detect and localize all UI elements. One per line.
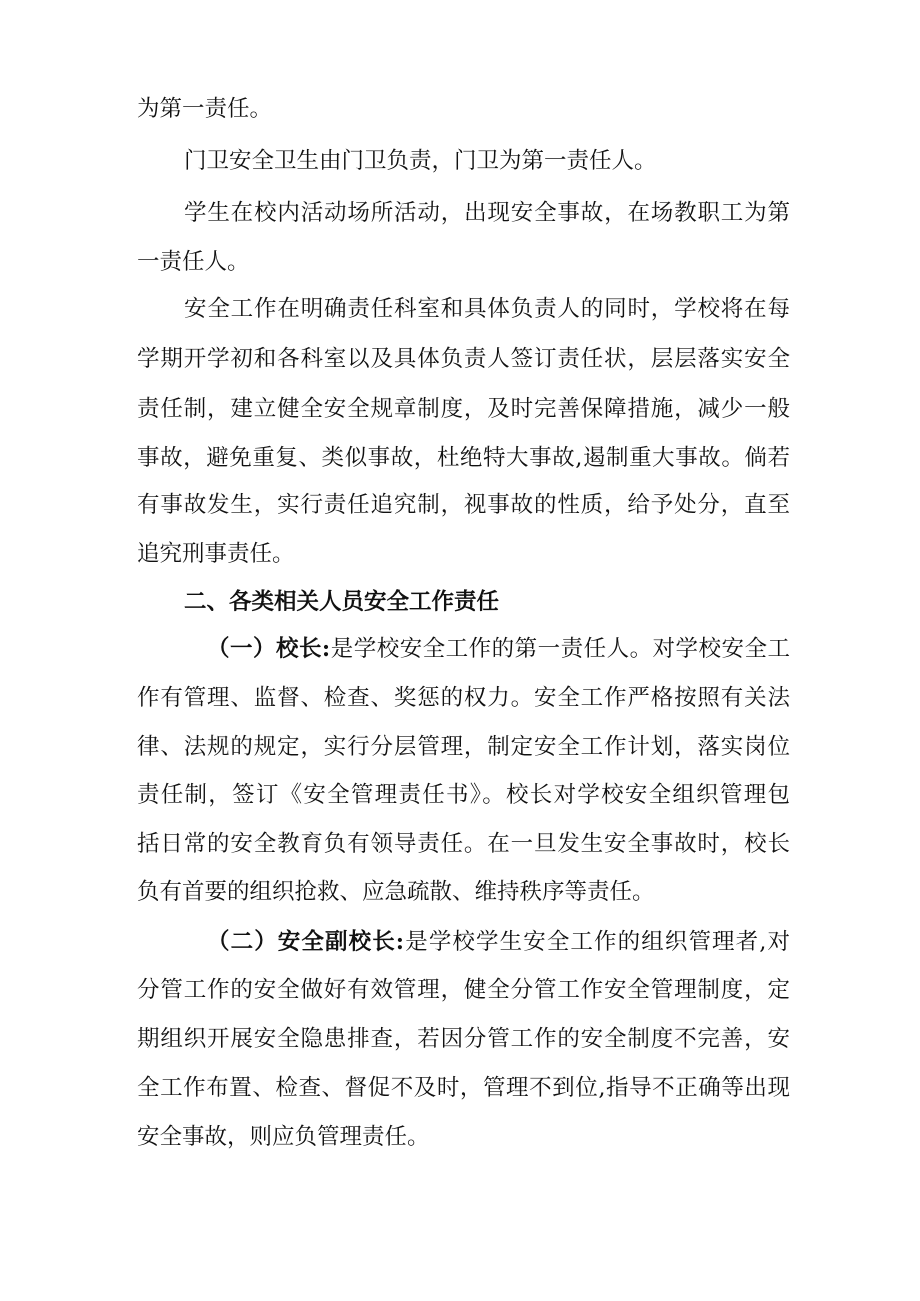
- text-line: 学生在校内活动场所活动，出现安全事故，在场教职工为第: [184, 200, 790, 226]
- text-line: 分管工作的安全做好有效管理，健全分管工作安全管理制度，定: [137, 977, 790, 1003]
- text-line: 负有首要的组织抢救、应急疏散、维持秩序等责任。: [137, 879, 655, 905]
- text-line: 一责任人。: [137, 249, 250, 275]
- text-line: 事故，避免重复、类似事故，杜绝特大事故,遏制重大事故。倘若: [137, 445, 790, 471]
- text-line: 学期开学初和各科室以及具体负责人签订责任状，层层落实安全: [137, 346, 790, 372]
- text-line: 律、法规的规定，实行分层管理，制定安全工作计划，落实岗位: [137, 734, 790, 760]
- text-line: 责任制，建立健全安全规章制度，及时完善保障措施，减少一般: [137, 396, 790, 422]
- text-line: 为第一责任。: [137, 96, 273, 122]
- principal-text: 是学校安全工作的第一责任人。对学校安全工: [330, 636, 790, 662]
- text-line: 作有管理、监督、检查、奖惩的权力。安全工作严格按照有关法: [137, 685, 790, 711]
- text-line: 责任制，签订《安全管理责任书》。校长对学校安全组织管理包: [137, 782, 790, 808]
- vice-principal-first-line: [207, 928, 790, 956]
- principal-first-line: [207, 635, 790, 663]
- vice-principal-text: 是学校学生安全工作的组织管理者,对: [404, 929, 790, 955]
- text-line: 安全事故，则应负管理责任。: [137, 1124, 430, 1150]
- section-heading: 二、各类相关人员安全工作责任: [184, 589, 500, 615]
- text-line: 期组织开展安全隐患排查，若因分管工作的安全制度不完善，安: [137, 1026, 790, 1052]
- text-line: 全工作布置、检查、督促不及时，管理不到位,指导不正确等出现: [137, 1075, 790, 1101]
- vice-principal-label: （二）安全副校长:: [207, 929, 405, 955]
- text-line: 括日常的安全教育负有领导责任。在一旦发生安全事故时，校长: [137, 831, 790, 857]
- text-line: 追究刑事责任。: [137, 541, 295, 567]
- text-line: 门卫安全卫生由门卫负责，门卫为第一责任人。: [184, 148, 657, 174]
- text-line: 安全工作在明确责任科室和具体负责人的同时，学校将在每: [184, 296, 790, 322]
- principal-label: （一）校长:: [207, 636, 331, 662]
- text-line: 有事故发生，实行责任追究制，视事故的性质，给予处分，直至: [137, 492, 790, 518]
